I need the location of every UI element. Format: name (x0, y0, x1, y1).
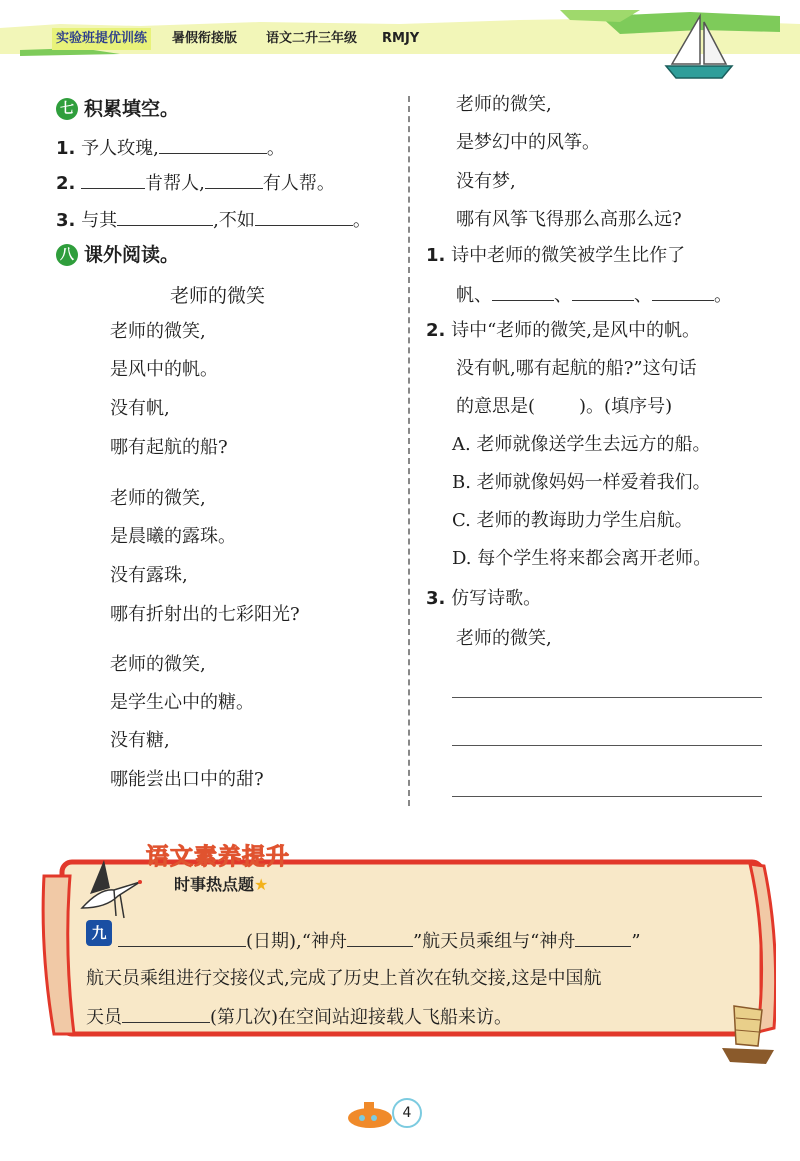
answer-blank[interactable] (492, 282, 554, 301)
question-end: 。 (266, 138, 285, 159)
page-number: 4 (392, 1098, 422, 1128)
question-text: (第几次)在空间站迎接载人飞船来访。 (210, 1007, 513, 1028)
edition-label: 暑假衔接版 (172, 31, 238, 46)
section8-title: 课外阅读。 (84, 244, 180, 266)
s8-question-1-blanks (456, 282, 732, 309)
question-number: 1. (426, 245, 446, 266)
question-text: ,不如 (213, 210, 255, 231)
question-text: 的意思是( (456, 396, 536, 417)
question-text: 帆、 (456, 285, 492, 306)
answer-blank[interactable] (117, 207, 213, 226)
question-number: 3. (56, 210, 76, 231)
question-text: 仿写诗歌。 (451, 588, 542, 609)
question-number: 2. (426, 320, 446, 341)
date-blank[interactable] (118, 928, 246, 947)
poem-line: 是梦幻中的风筝。 (456, 132, 600, 153)
question-number: 2. (56, 173, 76, 194)
question-end: 。 (714, 285, 732, 306)
writing-line[interactable] (452, 697, 762, 698)
poem-line: 哪有起航的船? (110, 437, 228, 458)
s8-question-2 (426, 318, 700, 344)
banner-subtitle-text: 时事热点题 (174, 875, 255, 894)
poem-line: 哪有风筝飞得那么高那么远? (456, 209, 682, 230)
section7-title: 积累填空。 (84, 98, 180, 120)
crane-icon (70, 838, 150, 928)
s8-question-2-answer (456, 394, 672, 420)
answer-blank[interactable] (255, 207, 353, 226)
option-d: D. 每个学生将来都会离开老师。 (452, 548, 712, 569)
poem-line: 是晨曦的露珠。 (110, 526, 236, 547)
s7-question-2 (56, 170, 335, 197)
code-label: RMJY (382, 31, 420, 46)
column-divider (408, 96, 410, 806)
poem-line: 哪有折射出的七彩阳光? (110, 604, 300, 625)
separator: 、 (634, 285, 652, 306)
s9-line-2: 航天员乘组进行交接仪式,完成了历史上首次在轨交接,这是中国航 (86, 968, 602, 989)
question-text: 天员 (86, 1007, 122, 1028)
question-end: 。 (352, 210, 371, 231)
poem-line: 是风中的帆。 (110, 359, 218, 380)
banner-title: 语文素养提升 (146, 844, 290, 870)
question-text: 诗中老师的微笑被学生比作了 (451, 245, 686, 266)
poem-line: 没有露珠, (110, 565, 188, 586)
poem-title: 老师的微笑 (170, 285, 266, 307)
poem-line: 没有梦, (456, 171, 516, 192)
writing-line[interactable] (452, 796, 762, 797)
poem-line: 没有糖, (110, 730, 170, 751)
s8-question-1 (426, 243, 685, 269)
question-text: ”航天员乘组与“神舟 (412, 931, 576, 952)
grade-label: 语文二升三年级 (266, 31, 358, 46)
question-text: 予人玫瑰, (81, 138, 159, 159)
answer-blank[interactable] (81, 170, 145, 189)
s7-question-1 (56, 135, 285, 162)
count-blank[interactable] (122, 1004, 210, 1023)
sailboat-icon (664, 12, 734, 84)
star-icon: ★ (254, 875, 269, 894)
option-a: A. 老师就像送学生去远方的船。 (452, 434, 711, 455)
question-number: 3. (426, 588, 446, 609)
separator: 、 (554, 285, 572, 306)
question-text: 与其 (81, 210, 118, 231)
option-c: C. 老师的教诲助力学生启航。 (452, 510, 693, 531)
poem-line: 老师的微笑, (456, 94, 552, 115)
poem-line: 老师的微笑, (110, 654, 206, 675)
s9-line-3 (86, 1004, 512, 1031)
poem-line: 老师的微笑, (110, 321, 206, 342)
section9-badge: 九 (86, 920, 112, 946)
poem-line: 没有帆, (110, 398, 170, 419)
poem-line: 哪能尝出口中的甜? (110, 769, 264, 790)
section7-badge: 七 (56, 98, 78, 120)
question-text: 诗中“老师的微笑,是风中的帆。 (451, 320, 701, 341)
brand-label: 实验班提优训练 (52, 28, 151, 50)
answer-blank[interactable] (652, 282, 714, 301)
question-text: ” (631, 931, 641, 952)
s9-line-1 (118, 928, 641, 955)
mission-blank[interactable] (347, 928, 413, 947)
writing-line[interactable] (452, 745, 762, 746)
question-text: )。(填序号) (579, 396, 673, 417)
question-text: (日期),“神舟 (246, 931, 347, 952)
question-text: 有人帮。 (262, 173, 335, 194)
s7-question-3 (56, 207, 371, 234)
s8-question-3 (426, 586, 541, 612)
poem-line: 老师的微笑, (110, 488, 206, 509)
answer-blank[interactable] (572, 282, 634, 301)
option-b: B. 老师就像妈妈一样爱着我们。 (452, 472, 711, 493)
answer-blank[interactable] (205, 170, 263, 189)
section8-badge: 八 (56, 244, 78, 266)
question-number: 1. (56, 138, 76, 159)
mission-blank[interactable] (575, 928, 631, 947)
poem-line: 是学生心中的糖。 (110, 692, 254, 713)
poem-start: 老师的微笑, (456, 628, 552, 649)
junk-ship-icon (718, 1000, 778, 1072)
question-text: 没有帆,哪有起航的船?”这句话 (456, 358, 697, 379)
answer-blank[interactable] (159, 135, 267, 154)
banner-subtitle (174, 872, 268, 895)
question-text: 肯帮人, (145, 173, 205, 194)
